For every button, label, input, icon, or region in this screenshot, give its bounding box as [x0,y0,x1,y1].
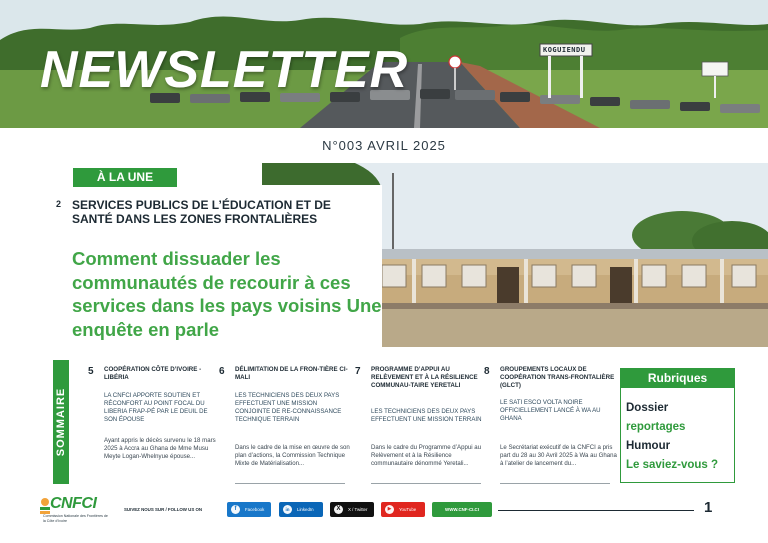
feature-headline[interactable]: SERVICES PUBLICS DE L’ÉDUCATION ET DE SANTÉ DANS LES ZONES FRONTALIÈRES [72,198,331,226]
summary-item-subheading: LE SATI ESCO VOLTA NOIRE OFFICIELLEMENT LANCÉ À WA AU GHANA [500,399,601,422]
summary-item-subheading: LA CNFCI APPORTE SOUTIEN ET RÉCONFORT AU POINT FOCAL DU LIBERIA FRAP-PÉ PAR LE DEUIL DE SON ÉPOUSE [104,392,208,423]
rubrique-reportages[interactable]: reportages [626,421,686,433]
x-icon: X [334,505,343,514]
summary-item-divider [235,483,345,484]
rubriques-title: Rubriques [620,368,735,388]
summary-item-page: 5 [88,366,94,377]
cnfci-logo-subtitle: Commission Nationale des Frontières de la Côte d’Ivoire [43,514,108,523]
summary-item-excerpt: Dans le cadre de la mise en œuvre de son plan d’actions, la Commission Technique Mixte de Matérialisation... [235,444,350,467]
follow-us-label: SUIVEZ NOUS SUR / FOLLOW US ON [124,507,203,512]
summary-item-divider [371,483,481,484]
issue-number: N°003 AVRIL 2025 [322,138,446,153]
feature-page-number: 2 [56,199,62,209]
summary-item-subheading: LES TECHNICIENS DES DEUX PAYS EFFECTUENT UNE MISSION TERRAIN [371,408,482,423]
x-twitter-label: X / Twitter [348,507,368,512]
feature-subtitle[interactable]: Comment dissuader les communautés de recourir à ces services dans les pays voisins Une enquête en parle [72,248,382,340]
website-link[interactable]: WWW.CNF-CI.CI [432,502,492,517]
sommaire-label: SOMMAIRE [55,387,67,457]
summary-item-excerpt: Dans le cadre du Programme d’Appui au Relèvement et à la Résilience communautaire dénommé Yeretali... [371,444,482,467]
facebook-icon: f [231,505,240,514]
newsletter-title: NEWSLETTER [40,41,409,99]
footer-divider [498,510,694,511]
youtube-label: YouTube [399,507,417,512]
rubrique-humour[interactable]: Humour [626,440,671,452]
page-number: 1 [704,499,713,516]
a-la-une-tab: À LA UNE [73,168,177,187]
linkedin-icon: in [283,505,292,514]
summary-item-page: 8 [484,366,490,377]
linkedin-button[interactable] [279,502,323,517]
rubrique-dossier[interactable]: Dossier [626,402,669,414]
summary-item-heading: GROUPEMENTS LOCAUX DE COOPÉRATION TRANS-FRONTALIÈRE (GLCT) [500,366,615,389]
summary-item-excerpt: Ayant appris le décès survenu le 18 mars 2025 à Accra au Ghana de Mme Musu Meyte Logan-Whelnyue épouse... [104,437,216,460]
summary-item-heading: PROGRAMME D’APPUI AU RELÈVEMENT ET À LA RÉSILIENCE COMMUNAU-TAIRE YERETALI [371,366,478,389]
facebook-button[interactable] [227,502,271,517]
summary-item-excerpt: Le Secrétariat exécutif de la CNFCI a pris part du 28 au 30 Avril 2025 à Wa au Ghana à l’atelier de lancement du... [500,444,617,467]
summary-item-heading: DÉLIMITATION DE LA FRON-TIÈRE CI-MALI [235,366,348,381]
x-twitter-button[interactable] [330,502,374,517]
facebook-label: Facebook [245,507,265,512]
youtube-icon: ▶ [385,505,394,514]
summary-item-heading: COOPÉRATION CÔTE D’IVOIRE -LIBÉRIA [104,366,202,381]
summary-item-page: 7 [355,366,361,377]
summary-item-page: 6 [219,366,225,377]
road-sign-text: KOGUIENDU [543,46,586,54]
rubrique-le-saviez-vous[interactable]: Le saviez-vous ? [626,459,719,471]
cnfci-logo-text: CNFCI [50,495,97,512]
summary-item-divider [500,483,610,484]
summary-item-subheading: LES TECHNICIENS DES DEUX PAYS EFFECTUENT UNE MISSION CONJOINTE DE RE-CONNAISSANCE TECHNIQUE TERRAIN [235,392,342,423]
youtube-button[interactable] [381,502,425,517]
header-banner-photo [0,0,768,128]
linkedin-label: LinkedIn [297,507,314,512]
